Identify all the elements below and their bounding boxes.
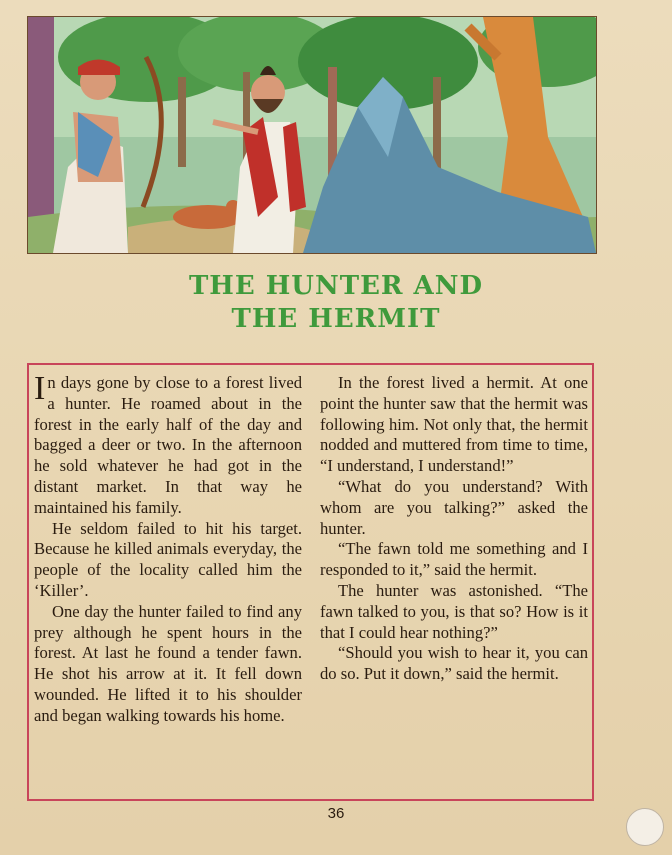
story-title-line-2: THE HERMIT [231,304,441,334]
drop-cap: I [34,370,46,407]
story-title-line-1: THE HUNTER AND [188,271,484,301]
paragraph: In the forest lived a hermit. At one point the hunter saw that the hermit was following him. Not only that, the hermit nodded and muttered from time to time, “I understand, I understand!” [320,373,588,476]
paragraph: He seldom failed to hit his target. Because he killed animals everyday, the people of the locality called him the ‘Killer’. [34,518,302,600]
page-number: 36 [327,805,345,822]
paragraph: The hunter was astonished. “The fawn talked to you, is that so? How is it that I could hear nothing?” [320,580,588,642]
library-stamp-icon [626,808,664,846]
paragraph: “What do you understand? With whom are you talking?” asked the hunter. [320,476,588,538]
paragraph: One day the hunter failed to find any prey although he spent hours in the forest. At last he found a tender fawn. He shot his arrow at it. It fell down wounded. He lifted it to his shoulder and began walking towards his home. [34,601,302,725]
story-column-left [34,370,302,727]
illustration-svg [28,17,596,253]
hunter-hermit-forest-illustration [27,16,597,254]
paragraph: “Should you wish to hear it, you can do so. Put it down,” said the hermit. [320,643,588,684]
paragraph: “The fawn told me something and I responded to it,” said the hermit. [320,539,588,580]
paragraph [34,370,302,519]
story-text-box [27,363,594,801]
story-column-right [320,373,588,685]
paragraph-text: n days gone by close to a forest lived a hunter. He roamed about in the forest in the early half of the day and bagged a deer or two. In the afternoon he sold whatever he had got in the distant market. In that way he maintained his family. [34,373,302,517]
